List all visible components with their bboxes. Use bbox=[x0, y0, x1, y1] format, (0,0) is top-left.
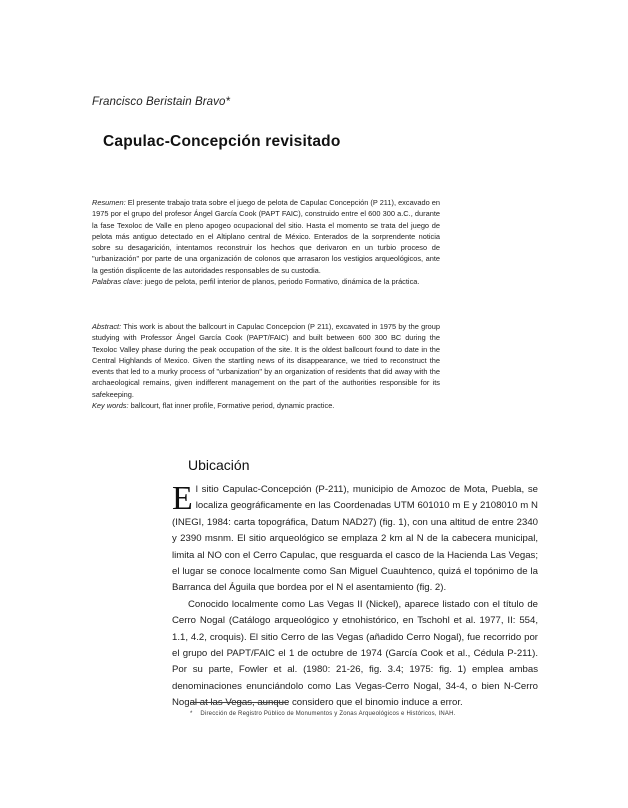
footnote-text: Dirección de Registro Público de Monumentos y Zonas Arqueológicos e Históricos, INAH. bbox=[200, 711, 456, 717]
body-paragraph-1 bbox=[172, 482, 538, 597]
footnote-mark: * bbox=[190, 711, 193, 717]
author-name: Francisco Beristain Bravo* bbox=[92, 96, 231, 108]
article-title: Capulac-Concepción revisitado bbox=[103, 133, 341, 150]
section-body bbox=[172, 482, 538, 712]
keywords-english bbox=[92, 400, 440, 411]
keywords-text: juego de pelota, perfil interior de planos, periodo Formativo, dinámica de la práctica. bbox=[144, 277, 420, 287]
keywords-label: Key words: bbox=[92, 401, 129, 411]
abstract-spanish bbox=[92, 197, 440, 287]
footnote bbox=[190, 711, 550, 717]
abstract-label: Resumen: bbox=[92, 198, 126, 207]
body-paragraph-2: Conocido localmente como Las Vegas II (Nickel), aparece listado con el título de Cerro Nogal (Catálogo arqueológico y etnohistórico, en Tschohl et al. 1977, II: 554, 1.1, 4.2, croquis). El sitio Cerro de las Vegas (añadido Cerro Nogal), fue recorrido por el grupo del PAPT/FAIC el 1 de octubre de 1974 (García Cook et al., Cédula P-211). Por su parte, Fowler et al. (1980: 21-26, fig. 3.4; 1975: fig. 1) emplea ambas denominaciones enunciándolo como Las Vegas-Cerro Nogal, 34-4, o bien N-Cerro Nogal at las Vegas, aunque considero que el binomio induce a error. bbox=[172, 598, 538, 709]
body-paragraph-1-text: l sitio Capulac-Concepción (P-211), municipio de Amozoc de Mota, Puebla, se localiza geográficamente en las Coordenadas UTM 601010 m E y 2108010 m N (INEGI, 1984: carta topográfica, Datum NAD27) (fig. 1), con una altitud de entre 2340 y 2390 msnm. El sitio arqueológico se emplaza 2 km al N de la cabecera municipal, limita al NO con el Cerro Capulac, que resguarda el casco de la Hacienda Las Vegas; el lugar se conoce localmente como San Miguel Cuauhtenco, quizá el topónimo de la Barranca del Águila que bordea por el N el asentamiento (fig. 2). bbox=[172, 484, 538, 594]
abstract-text: This work is about the ballcourt in Capulac Concepcion (P 211), excavated in 1975 by the group studying with Professor Ángel García Cook (PAPT/FAIC) and built between 600 300 BC during the Texoloc Valley phase during the peak occupation of the site. It is the oldest ballcourt found to date in the Central Highlands of Mexico. Given the startling news of its disappearance, we tried to reconstruct the events that led to a murky process of "urbanization" by an organization of residents that did away with the archaeological remains, given indifferent management on the part of the authorities responsible for its safekeeping. bbox=[92, 322, 441, 399]
keywords-spanish bbox=[92, 276, 440, 287]
keywords-label: Palabras clave: bbox=[92, 277, 143, 287]
abstract-label: Abstract: bbox=[92, 322, 122, 331]
abstract-spanish-paragraph bbox=[92, 197, 440, 276]
abstract-text: El presente trabajo trata sobre el juego de pelota de Capulac Concepción (P 211), excavado en 1975 por el grupo del profesor Ángel García Cook (PAPT FAIC), construido entre el 600 300 a.C., durante la fase Texoloc de Valle en pleno apogeo ocupacional del sitio. Hasta el momento se trata del juego de pelota más antiguo detectado en el Altiplano central de México. Enterados de la sorprendente noticia sobre su desagarición, intentamos reconstruir los hechos que derivaron en un turbio proceso de "urbanización" por parte de una organización de colonos que arrasaron los vestigios arqueológicos, ante la gestión displicente de las autoridades responsables de su custodia. bbox=[92, 198, 440, 275]
section-heading: Ubicación bbox=[188, 457, 250, 473]
keywords-text: ballcourt, flat inner profile, Formative period, dynamic practice. bbox=[130, 401, 335, 411]
drop-cap: E bbox=[172, 480, 193, 517]
abstract-english bbox=[92, 321, 440, 411]
abstract-english-paragraph bbox=[92, 321, 440, 400]
footnote-divider bbox=[190, 702, 288, 703]
